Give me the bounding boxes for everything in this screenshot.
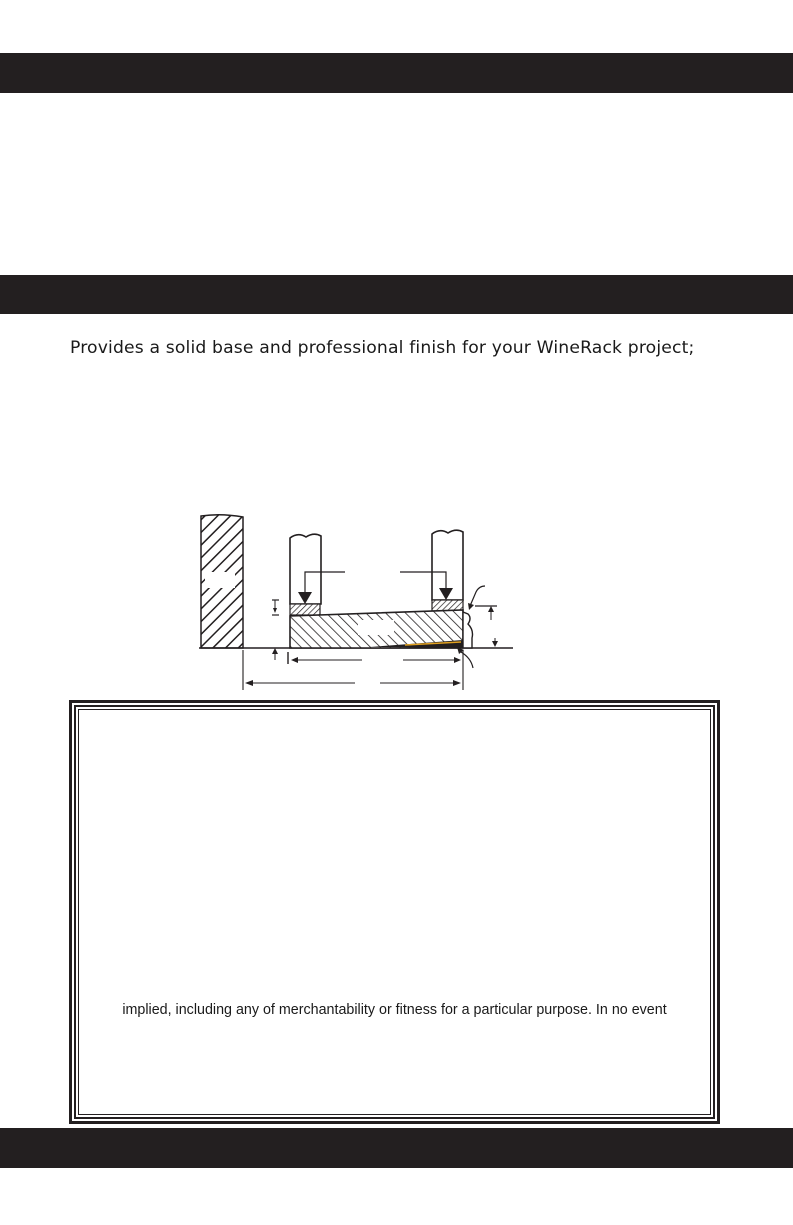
header-band-top <box>0 53 793 93</box>
wall-label-blank <box>205 572 235 588</box>
warranty-box <box>69 700 720 1124</box>
footer-band-bottom <box>0 1128 793 1168</box>
intro-text: Provides a solid base and professional finish for your WineRack project; <box>70 338 695 358</box>
molding-leader-top <box>470 586 485 606</box>
base-molding <box>463 612 473 648</box>
warranty-text-line: implied, including any of merchantability or fitness for a particular purpose. In no event <box>122 1002 667 1018</box>
platform-label-blank <box>358 620 394 635</box>
warranty-frame-inner <box>78 709 711 1115</box>
shim-left <box>290 604 320 615</box>
shim-right <box>432 600 463 611</box>
installation-cross-section-diagram <box>195 512 525 692</box>
section-band-middle <box>0 275 793 314</box>
